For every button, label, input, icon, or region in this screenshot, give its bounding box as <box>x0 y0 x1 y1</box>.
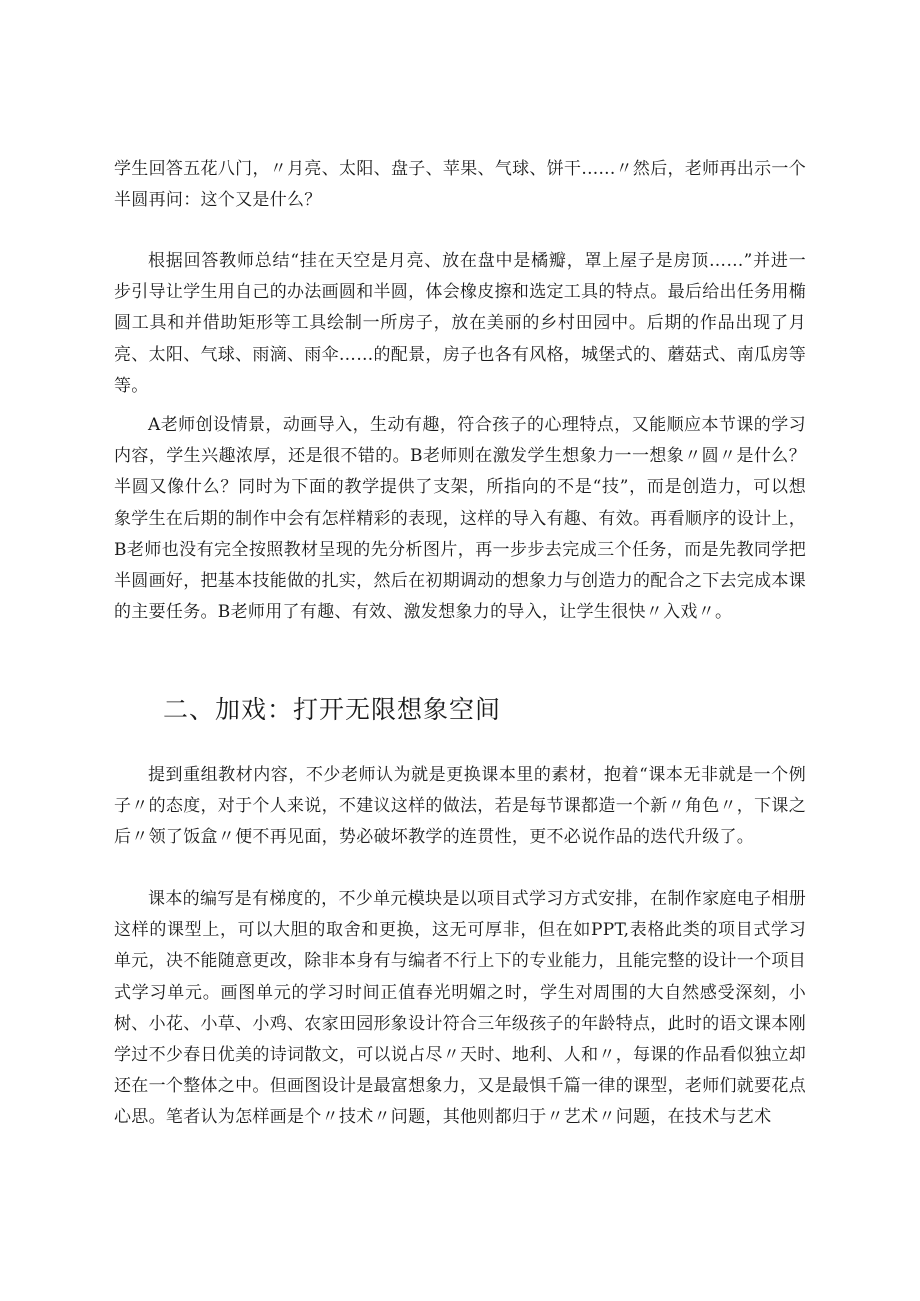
paragraph-1: 学生回答五花八门，〃月亮、太阳、盘子、苹果、气球、饼干......〃然后，老师再出示一个半圆再问：这个又是什么？ <box>114 159 806 211</box>
paragraph-4: 提到重组教材内容，不少老师认为就是更换课本里的素材，抱着“课本无非就是一个例子〃的态度，对于个人来说，不建议这样的做法，若是每节课都造一个新〃角色〃，下课之后〃领了饭盒〃便不再见面，势必破坏教学的连贯性，更不必说作品的迭代升级了。 <box>114 765 806 848</box>
section-heading: 二、加戏：打开无限想象空间 <box>163 695 502 724</box>
paragraph-5: 课本的编写是有梯度的，不少单元模块是以项目式学习方式安排，在制作家庭电子相册这样的课型上，可以大胆的取舍和更换，这无可厚非，但在如PPT,表格此类的项目式学习单元，决不能随意更改，除非本身有与编者不行上下的专业能力，且能完整的设计一个项目式学习单元。画图单元的学习时间正值春光明媚之时，学生对周围的大自然感受深刻，小树、小花、小草、小鸡、农家田园形象设计符合三年级孩子的年龄特点，此时的语文课本刚学过不少春日优美的诗词散文，可以说占尽〃天时、地利、人和〃，每课的作品看似独立却还在一个整体之中。但画图设计是最富想象力，又是最惧千篇一律的课型，老师们就要花点心思。笔者认为怎样画是个〃技术〃问题，其他则都归于〃艺术〃问题，在技术与艺术 <box>114 889 806 1128</box>
paragraph-2: 根据回答教师总结“挂在天空是月亮、放在盘中是橘瓣，罩上屋子是房顶……”并进一步引导让学生用自己的办法画圆和半圆，体会橡皮擦和选定工具的特点。最后给出任务用椭圆工具和并借助矩形等工具绘制一所房子，放在美丽的乡村田园中。后期的作品出现了月亮、太阳、气球、雨滴、雨伞……的配景，房子也各有风格，城堡式的、蘑菇式、南瓜房等等。 <box>114 251 806 396</box>
paragraph-3: A老师创设情景，动画导入，生动有趣，符合孩子的心理特点，又能顺应本节课的学习内容，学生兴趣浓厚，还是很不错的。B老师则在激发学生想象力一一想象〃圆〃是什么？半圆又像什么？同时为下面的教学提供了支架，所指向的不是“技”，而是创造力，可以想象学生在后期的制作中会有怎样精彩的表现，这样的导入有趣、有效。再看顺序的设计上，B老师也没有完全按照教材呈现的先分析图片，再一步步去完成三个任务，而是先教同学把半圆画好，把基本技能做的扎实，然后在初期调动的想象力与创造力的配合之下去完成本课的主要任务。B老师用了有趣、有效、激发想象力的导入，让学生很快〃入戏〃。 <box>114 415 806 623</box>
